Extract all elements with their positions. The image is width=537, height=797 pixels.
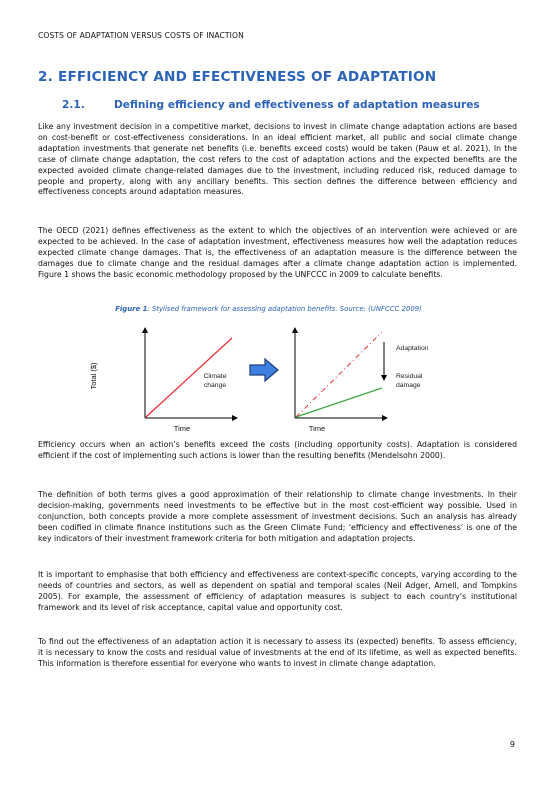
subsection-number: 2.1. (62, 99, 85, 111)
dashed-climate-change-line (296, 332, 382, 417)
residual-damage-label-line2: damage (396, 382, 421, 389)
paragraph-assessment: To find out the effectiveness of an adaptation action it is necessary to assess its (expected) benefits. To assess efficiency, it is necessary to know the costs and residual value of investments at the end of its lifetime, as well as expected benefits. This information is therefore essential for everyone who wants to invest in climate change adaptation. (38, 637, 517, 668)
left-time-label: Time (173, 424, 191, 433)
y-axis-label: Total ($) (89, 362, 98, 390)
subsection-heading (62, 99, 502, 111)
paragraph-effectiveness: The OECD (2021) defines effectiveness as the extent to which the objectives of an intervention were achieved or are expected to be achieved. In the case of adaptation investment, effectiveness measures how well the adaptation reduces expected climate change damages. That is, the effectiveness of an adaptation measure is the difference between the damages due to climate change and the residual damages after a climate change adaptation action is implemented. Figure 1 shows the basic economic methodology proposed by the UNFCCC in 2009 to calculate benefits. (38, 226, 517, 279)
adaptation-label: Adaptation (396, 345, 429, 352)
subsection-title: Defining efficiency and effectiveness of adaptation measures (114, 99, 480, 111)
section-title: 2. EFFICIENCY AND EFECTIVENESS OF ADAPTATION (38, 69, 437, 85)
figure-caption (0, 305, 537, 313)
paragraph-definitions: The definition of both terms gives a good approximation of their relationship to climate change investments. In their decision-making, governments need investments to be effective but in the most cost-efficient way possible. Used in conjunction, both concepts provide a more complete assessment of investment decisions. Such an analysis has already been codified in climate finance institutions such as the Green Climate Fund; ‘efficiency and effectiveness’ is one of the key indicators of their investment framework criteria for both mitigation and adaptation projects. (38, 490, 517, 543)
residual-damage-label-line1: Residual (396, 373, 423, 380)
figure-caption-text: : Stylised framework for assessing adaptation benefits. Source: (UNFCCC 2009) (147, 305, 422, 313)
climate-change-label-line2: change (203, 382, 227, 389)
residual-damage-line (296, 388, 382, 417)
climate-change-label-line1: Climate (203, 373, 227, 380)
paragraph-efficiency: Efficiency occurs when an action’s benefits exceed the costs (including opportunity costs). Adaptation is considered efficient if the cost of implementing such actions is lower than the resulting benefits (Mendelsohn 2000). (38, 440, 517, 460)
paragraph-context: It is important to emphasise that both efficiency and effectiveness are context-specific concepts, varying according to the needs of countries and sectors, as well as dependent on spatial and temporal scales (Neil Adger, Arnell, and Tompkins 2005). For example, the assessment of efficiency of adaptation measures is subject to each country’s institutional framework and its level of risk acceptance, capital value and opportunity cost. (38, 570, 517, 612)
right-time-label: Time (308, 424, 326, 433)
paragraph-intro: Like any investment decision in a competitive market, decisions to invest in climate change adaptation actions are based on cost-benefit or cost-effectiveness considerations. In an ideal efficient market, all public and social climate change adaptation investments that generate net benefits (i.e. benefits exceed costs) would be taken (Pauw et al. 2021). In the case of climate change adaptation, the cost refers to the cost of adaptation actions and the expected benefits are the expected avoided climate change-related damages due to the investment, including reduced risk, reduced damage to people and property, along with any ancillary benefits. This section defines the difference between efficiency and effectiveness concepts around adaptation measures. (38, 122, 517, 197)
figure-caption-label: Figure 1 (115, 305, 148, 313)
page-number: 9 (509, 740, 515, 749)
running-header: COSTS OF ADAPTATION VERSUS COSTS OF INACTION (38, 31, 244, 40)
transition-arrow-icon (250, 359, 278, 381)
adaptation-framework-figure (80, 318, 440, 436)
